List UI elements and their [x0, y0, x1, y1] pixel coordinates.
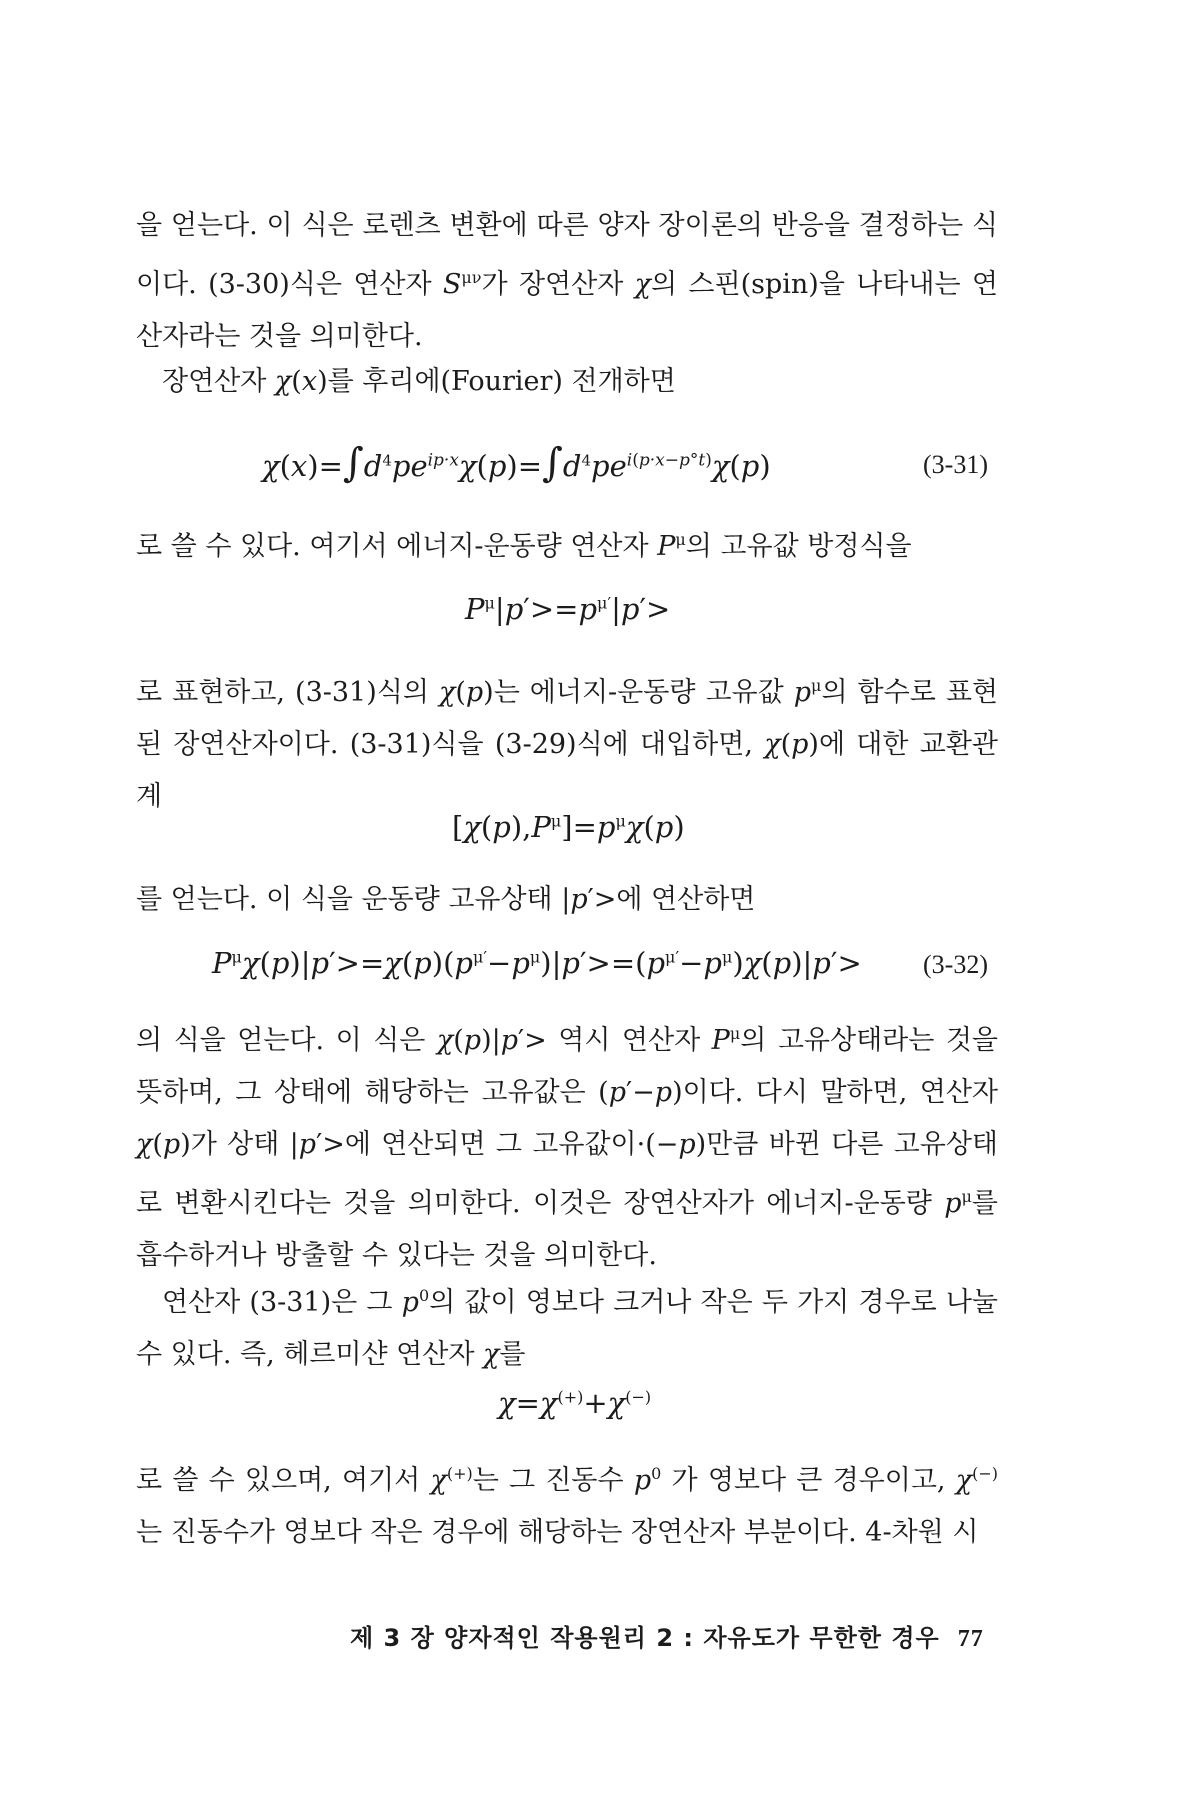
- page-number: 77: [957, 1626, 984, 1652]
- equation-number: (3-32): [923, 950, 988, 979]
- paragraph-3: [136, 514, 998, 573]
- paragraph-text: 연산자 (3-31)은 그 $p^0$의 값이 영보다 크거나 작은 두 가지 경우로 나눌 수 있다. 즉, 헤르미샨 연산자 χ를: [136, 1286, 999, 1370]
- equation-commutator: $[\chi(p),P^\mu]=p^\mu\chi(p)$: [452, 810, 685, 844]
- paragraph-1: [136, 200, 998, 363]
- paragraph-2: [136, 356, 998, 408]
- paragraph-text: 로 쓸 수 있다. 여기서 에너지-운동량 연산자 $P^\mu$의 고유값 방정식을: [136, 530, 912, 562]
- paragraph-text: 을 얻는다. 이 식은 로렌츠 변환에 따른 양자 장이론의 반응을 결정하는 식이다. (3-30)식은 연산자 $S^{\mu\nu}$가 장연산자 χ의 스핀(spin)을 나타내는 연산자라는 것을 의미한다.: [136, 210, 998, 352]
- paragraph-4: [136, 660, 998, 823]
- equation-3-31: $\chi(x)=\int d^4pe^{ip\cdot x}\chi(p)=\int d^4pe^{i(p\cdot x-p^\circ t)}\chi(p)$: [262, 440, 771, 486]
- paragraph-8: [136, 1448, 998, 1559]
- running-head: 제 3 장 양자적인 작용원리 2 : 자유도가 무한한 경우: [350, 1624, 940, 1652]
- equation-number: (3-31): [923, 450, 988, 479]
- equation-eigenvalue: $P^\mu|p'>=p^{\mu'}|p'>$: [465, 592, 671, 626]
- paragraph-text: 장연산자 χ(x)를 후리에(Fourier) 전개하면: [162, 366, 676, 397]
- paragraph-6: [136, 1008, 998, 1282]
- paragraph-5: [136, 874, 998, 926]
- paragraph-text: 로 쓸 수 있으며, 여기서 χ(+)는 그 진동수 $p^0$ 가 영보다 큰 경우이고, χ(−)는 진동수가 영보다 작은 경우에 해당하는 장연산자 부분이다. 4-차원 시: [136, 1464, 999, 1548]
- paragraph-text: 를 얻는다. 이 식을 운동량 고유상태 |p′>에 연산하면: [136, 884, 756, 915]
- paragraph-text: 의 식을 얻는다. 이 식은 χ(p)|p′> 역시 연산자 $P^\mu$의 고유상태라는 것을 뜻하며, 그 상태에 해당하는 고유값은 (p′−p)이다. 다시 말하면, 연산자 χ(p)가 상태 |p′>에 연산되면 그 고유값이·(−p)만큼 바뀐 다른 고유상태로 변환시킨다는 것을 의미한다. 이것은 장연산자가 에너지-운동량 $p^\mu$를 흡수하거나 방출할 수 있다는 것을 의미한다.: [136, 1024, 999, 1271]
- equation-decomposition: χ=χ(+)+χ(−): [498, 1386, 652, 1420]
- equation-3-32: $P^\mu\chi(p)|p'>=\chi(p)(p^{\mu'}-p^\mu)|p'>=(p^{\mu'}-p^\mu)\chi(p)|p'>$: [212, 946, 862, 980]
- paragraph-text: 로 표현하고, (3-31)식의 χ(p)는 에너지-운동량 고유값 $p^\mu$의 함수로 표현된 장연산자이다. (3-31)식을 (3-29)식에 대입하면, χ(p)에 대한 교환관계: [136, 676, 998, 812]
- paragraph-7: [136, 1270, 998, 1381]
- page-footer: [350, 1618, 984, 1653]
